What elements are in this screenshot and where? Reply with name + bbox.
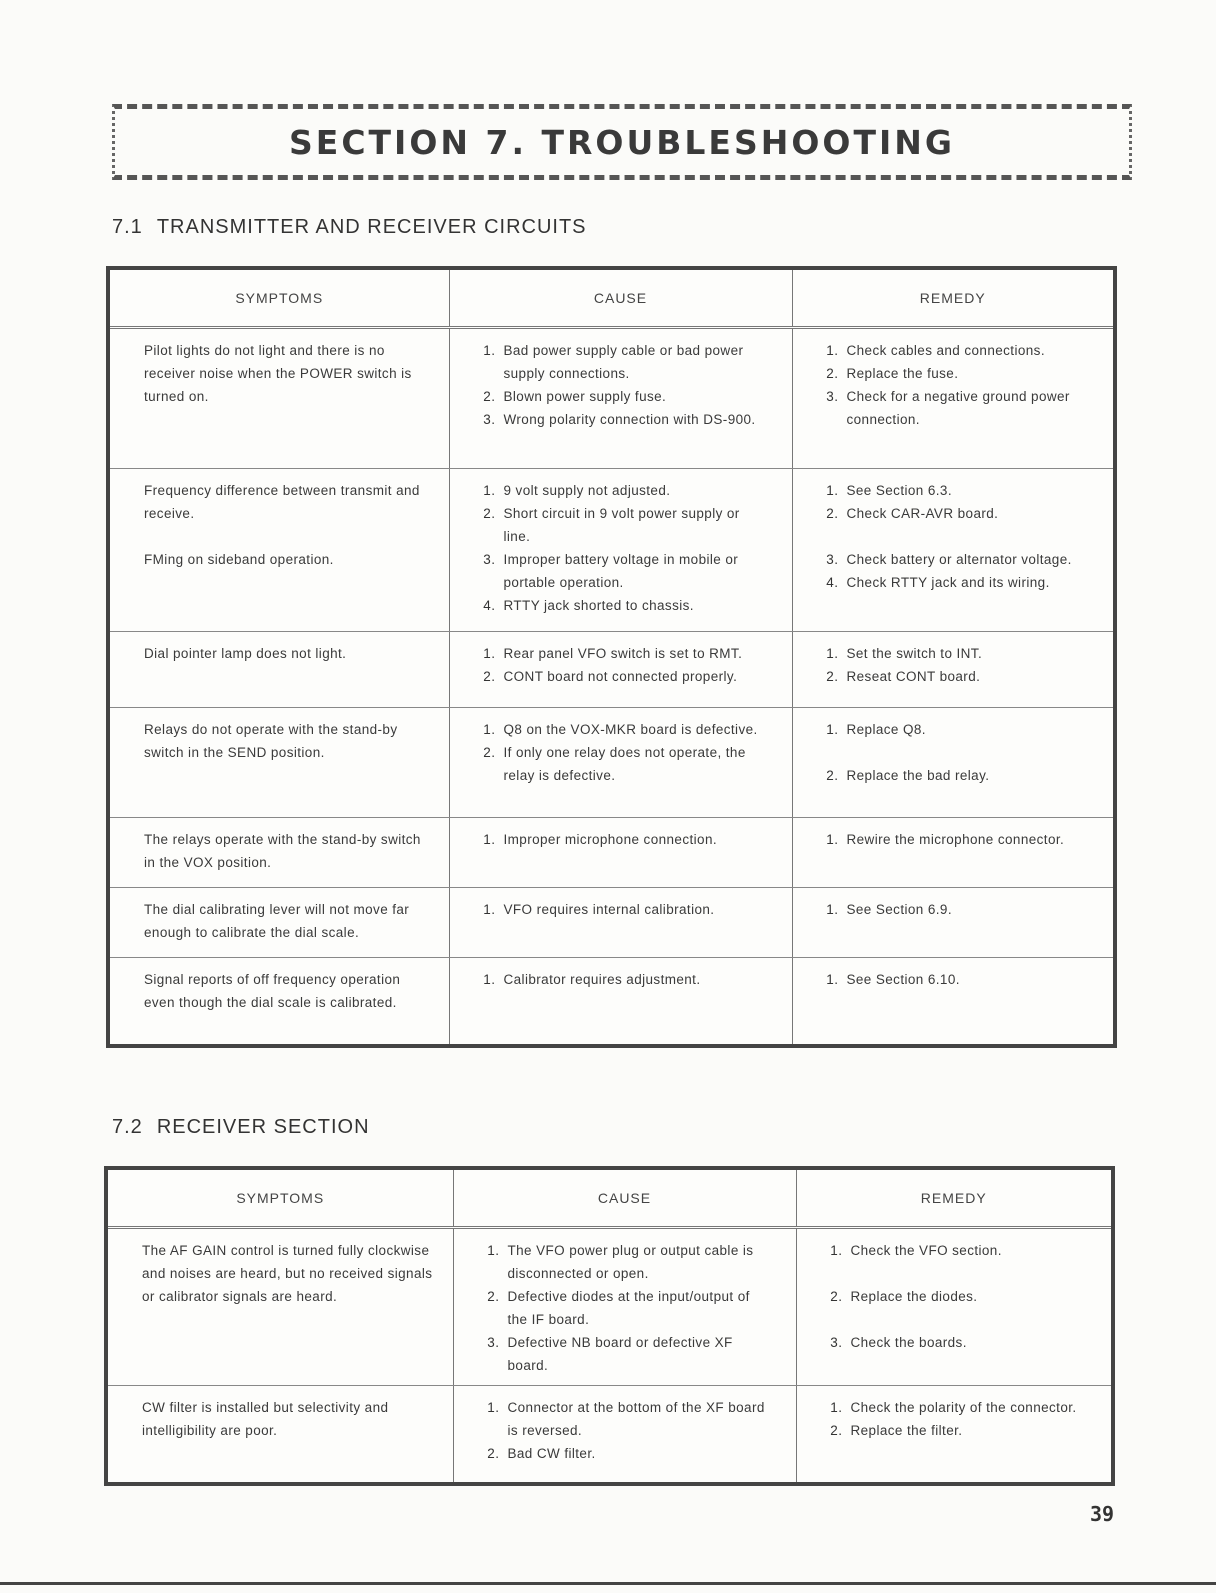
remedy-cell [792, 632, 1115, 708]
symptom-cell [108, 328, 449, 469]
cause-item: 1. Calibrator requires adjustment. [500, 968, 770, 991]
section-number: 7.2 [112, 1116, 143, 1138]
column-header-cause: CAUSE [453, 1168, 796, 1228]
troubleshooting-table-7-2 [104, 1166, 1115, 1486]
symptom-text: The AF GAIN control is turned fully clockwise and noises are heard, but no received signals or calibrator signals are heard. [142, 1243, 433, 1304]
remedy-item: 2. Replace the bad relay. [843, 764, 1092, 787]
bottom-rule [0, 1582, 1216, 1585]
section-7-1-heading [112, 216, 587, 239]
remedy-item: 2. Replace the filter. [847, 1419, 1090, 1442]
table-row [108, 888, 1115, 958]
remedy-cell [792, 888, 1115, 958]
symptom-text: Dial pointer lamp does not light. [144, 646, 347, 661]
cause-item: 1. The VFO power plug or output cable is disconnected or open. [504, 1239, 774, 1285]
table-row [108, 328, 1115, 469]
cause-item: 2. Blown power supply fuse. [500, 385, 770, 408]
table-row [108, 632, 1115, 708]
remedy-item: 1. Check the VFO section. [847, 1239, 1090, 1262]
remedy-item: 3. Check the boards. [847, 1331, 1090, 1354]
remedy-cell [792, 708, 1115, 818]
symptom-cell [108, 469, 449, 632]
cause-cell [453, 1386, 796, 1484]
cause-cell [453, 1228, 796, 1386]
section-7-2-heading [112, 1116, 370, 1139]
remedy-item: 2. Reseat CONT board. [843, 665, 1092, 688]
column-header-remedy: REMEDY [796, 1168, 1113, 1228]
cause-item: 1. Connector at the bottom of the XF board is reversed. [504, 1396, 774, 1442]
remedy-cell [792, 958, 1115, 1046]
cause-cell [449, 818, 792, 888]
table-row [106, 1228, 1113, 1386]
remedy-item: 1. Rewire the microphone connector. [843, 828, 1092, 851]
remedy-item: 1. Replace Q8. [843, 718, 1092, 741]
symptom-text: FMing on sideband operation. [144, 552, 334, 567]
symptom-text: Frequency difference between transmit and receive. [144, 483, 420, 521]
remedy-item: 3. Check battery or alternator voltage. [843, 548, 1092, 571]
troubleshooting-table-7-1 [106, 266, 1117, 1048]
page-number: 39 [1090, 1502, 1115, 1526]
symptom-cell [108, 888, 449, 958]
symptom-text: The dial calibrating lever will not move far enough to calibrate the dial scale. [144, 902, 410, 940]
cause-cell [449, 708, 792, 818]
cause-cell [449, 469, 792, 632]
remedy-item: 1. See Section 6.10. [843, 968, 1092, 991]
symptom-cell [108, 958, 449, 1046]
cause-item: 2. Bad CW filter. [504, 1442, 774, 1465]
cause-item: 2. Short circuit in 9 volt power supply or line. [500, 502, 770, 548]
remedy-cell [792, 818, 1115, 888]
symptom-cell [106, 1386, 453, 1484]
cause-item: 3. Wrong polarity connection with DS-900. [500, 408, 770, 431]
section-heading-text: TRANSMITTER AND RECEIVER CIRCUITS [156, 216, 587, 238]
column-header-symptoms: SYMPTOMS [106, 1168, 453, 1228]
cause-item: 2. CONT board not connected properly. [500, 665, 770, 688]
cause-cell [449, 958, 792, 1046]
table-row [108, 469, 1115, 632]
cause-item: 1. Rear panel VFO switch is set to RMT. [500, 642, 770, 665]
remedy-item: 1. Set the switch to INT. [843, 642, 1092, 665]
remedy-cell [792, 469, 1115, 632]
symptom-cell [106, 1228, 453, 1386]
remedy-item: 1. Check cables and connections. [843, 339, 1092, 362]
cause-item: 1. Q8 on the VOX-MKR board is defective. [500, 718, 770, 741]
column-header-symptoms: SYMPTOMS [108, 268, 449, 328]
symptom-text: Signal reports of off frequency operation even though the dial scale is calibrated. [144, 972, 401, 1010]
symptom-text: Relays do not operate with the stand-by switch in the SEND position. [144, 722, 398, 760]
section-title: SECTION 7. TROUBLESHOOTING [289, 122, 955, 162]
section-number: 7.1 [112, 216, 143, 238]
cause-item: 1. Bad power supply cable or bad power supply connections. [500, 339, 770, 385]
table-row [106, 1386, 1113, 1484]
table-header-row [108, 268, 1115, 328]
column-header-cause: CAUSE [449, 268, 792, 328]
remedy-cell [796, 1386, 1113, 1484]
remedy-item: 1. See Section 6.3. [843, 479, 1092, 502]
remedy-item: 1. Check the polarity of the connector. [847, 1396, 1090, 1419]
table-row [108, 708, 1115, 818]
section-heading-text: RECEIVER SECTION [156, 1116, 370, 1138]
cause-item: 2. Defective diodes at the input/output of the IF board. [504, 1285, 774, 1331]
table-row [108, 958, 1115, 1046]
symptom-cell [108, 632, 449, 708]
table-row [108, 818, 1115, 888]
column-header-remedy: REMEDY [792, 268, 1115, 328]
remedy-item: 4. Check RTTY jack and its wiring. [843, 571, 1092, 594]
cause-item: 4. RTTY jack shorted to chassis. [500, 594, 770, 617]
remedy-item: 2. Replace the diodes. [847, 1285, 1090, 1308]
symptom-text: CW filter is installed but selectivity and intelligibility are poor. [142, 1400, 389, 1438]
remedy-cell [792, 328, 1115, 469]
section-banner [112, 104, 1132, 180]
cause-item: 1. VFO requires internal calibration. [500, 898, 770, 921]
cause-item: 3. Improper battery voltage in mobile or portable operation. [500, 548, 770, 594]
cause-cell [449, 888, 792, 958]
remedy-item: 3. Check for a negative ground power connection. [843, 385, 1092, 431]
cause-cell [449, 632, 792, 708]
symptom-cell [108, 708, 449, 818]
symptom-text: The relays operate with the stand-by switch in the VOX position. [144, 832, 421, 870]
cause-item: 3. Defective NB board or defective XF board. [504, 1331, 774, 1377]
remedy-cell [796, 1228, 1113, 1386]
cause-item: 1. Improper microphone connection. [500, 828, 770, 851]
remedy-item: 2. Check CAR-AVR board. [843, 502, 1092, 525]
cause-cell [449, 328, 792, 469]
table-header-row [106, 1168, 1113, 1228]
cause-item: 2. If only one relay does not operate, the relay is defective. [500, 741, 770, 787]
remedy-item: 2. Replace the fuse. [843, 362, 1092, 385]
cause-item: 1. 9 volt supply not adjusted. [500, 479, 770, 502]
symptom-cell [108, 818, 449, 888]
remedy-item: 1. See Section 6.9. [843, 898, 1092, 921]
symptom-text: Pilot lights do not light and there is no receiver noise when the POWER switch is turned on. [144, 343, 412, 404]
